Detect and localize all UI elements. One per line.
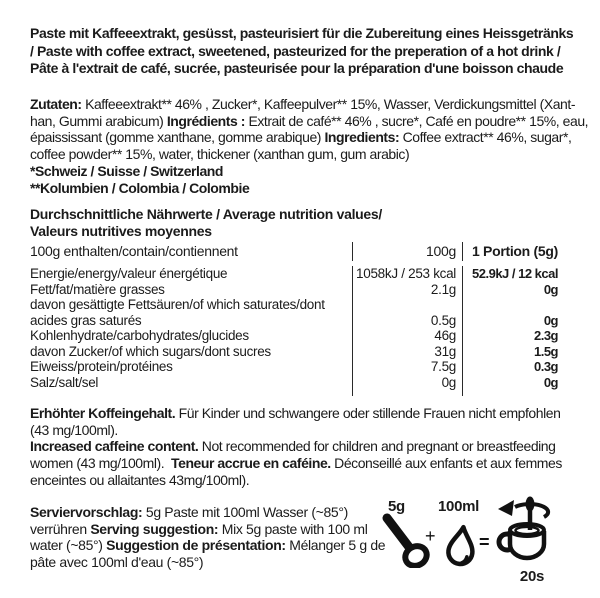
nutrition-row-label: Fett/fat/matière grasses [30, 281, 165, 297]
nutrition-row-label: davon Zucker/of which sugars/dont sucres [30, 343, 271, 359]
nutrition-row-per100g: 0g [352, 375, 462, 391]
spacer-cell [30, 390, 352, 396]
product-title [30, 25, 575, 78]
stir-time-label: 20s [519, 568, 545, 585]
text-line: Pâte à l'extrait de café, sucrée, pasteurisée pour la préparation d'une boisson chaude [30, 60, 564, 76]
text-line: Increased caffeine content. Not recommended for children and pregnant or breastfeeding [30, 438, 556, 455]
text-line: / Paste with coffee extract, sweetened, pasteurized for the preperation of a hot drink / [30, 42, 561, 59]
nutrition-row-per100g: 7.5g [352, 359, 462, 375]
equals-sign: = [479, 532, 490, 552]
water-amount-label: 100ml [438, 498, 480, 515]
nutrition-row [30, 359, 575, 375]
nutrition-table-body [30, 266, 575, 396]
nutrition-row-portion: 0.3g [462, 359, 570, 375]
nutrition-row-per100g: 31g [352, 344, 462, 360]
nutrition-row [30, 282, 575, 298]
nutrition-title-line1: Durchschnittliche Nährwerte / Average nutrition values/ [30, 206, 382, 222]
nutrition-row-portion: 0g [462, 297, 570, 328]
nutrition-row-per100g: 2.1g [352, 282, 462, 298]
plus-sign: + [425, 526, 436, 546]
text-line: pâte avec 100ml d'eau (~85°) [30, 554, 204, 571]
text-line: épaississant (gomme xanthane, gomme arabique) Ingredients: Coffee extract** 46%, sugar*, [30, 129, 572, 146]
ingredients-section [30, 96, 589, 196]
nutrition-row-label: davon gesättigte Fettsäuren/of which saturates/dont acides gras saturés [30, 297, 325, 328]
nutrition-row-portion: 52.9kJ / 12 kcal [462, 266, 570, 282]
text-line: Zutaten: Kaffeeextrakt** 46% , Zucker*, Kaffeepulver** 15%, Wasser, Verdickungsmittel (Xant- [30, 96, 576, 112]
nutrition-row-label: Eiweiss/protein/protéines [30, 359, 173, 374]
nutrition-row-per100g: 0.5g [352, 297, 462, 328]
text-line: *Schweiz / Suisse / Switzerland [30, 162, 224, 179]
nutrition-row [30, 328, 575, 344]
text-line: Serviervorschlag: 5g Paste mit 100ml Wasser (~85°) [30, 504, 348, 520]
text-line: Paste mit Kaffeeextrakt, gesüsst, pasteurisiert für die Zubereitung eines Heissgetränks [30, 25, 574, 41]
serving-suggestion [30, 504, 390, 571]
nutrition-row-label: Energie/energy/valeur énergétique [30, 266, 228, 281]
nutrition-row [30, 344, 575, 360]
nutrition-row-per100g: 1058kJ / 253 kcal [352, 266, 462, 282]
caffeine-warning [30, 405, 575, 489]
droplet-icon [444, 524, 478, 570]
nutrition-row-per100g: 46g [352, 328, 462, 344]
nutrition-header-100g: 100g [352, 242, 462, 261]
text-line: han, Gummi arabicum) Ingrédients : Extrait de café** 46% , sucre*, Café en poudre** 15%, eau, [30, 112, 589, 129]
text-line: Erhöhter Koffeingehalt. Für Kinder und schwangere oder stillende Frauen nicht empfohlen [30, 405, 561, 421]
stir-cup-icon [495, 496, 555, 568]
table-bottom-spacer [30, 390, 575, 396]
nutrition-row [30, 266, 575, 282]
spacer-cell [462, 390, 570, 396]
text-line: (43 mg/100ml). [30, 421, 118, 438]
text-line: verrühren Serving suggestion: Mix 5g paste with 100 ml [30, 520, 368, 537]
text-line: coffee powder** 15%, water, thickener (xanthan gum, gum arabic) [30, 146, 410, 163]
paste-amount-label: 5g [388, 498, 405, 515]
preparation-pictograms [378, 494, 578, 594]
nutrition-row-portion: 0g [462, 282, 570, 298]
text-line: women (43 mg/100ml). Teneur accrue en caféine. Déconseillé aux enfants et aux femmes [30, 455, 562, 472]
text-line: water (~85°) Suggestion de présentation: Mélanger 5 g de [30, 537, 386, 554]
nutrition-table-header [30, 241, 575, 261]
nutrition-title-line2: Valeurs nutritives moyennes [30, 223, 212, 239]
nutrition-row-label: Salz/salt/sel [30, 374, 99, 390]
text-line: enceintes ou allaitantes 43mg/100ml). [30, 471, 250, 488]
nutrition-row [30, 375, 575, 391]
nutrition-row-portion: 2.3g [462, 328, 570, 344]
nutrition-header-label: 100g enthalten/contain/contiennent [30, 243, 238, 259]
nutrition-section [30, 206, 575, 396]
nutrition-row [30, 297, 575, 328]
text-line: **Kolumbien / Colombia / Colombie [30, 179, 250, 196]
spacer-cell [352, 390, 462, 396]
nutrition-row-portion: 0g [462, 375, 570, 391]
nutrition-header-portion: 1 Portion (5g) [462, 242, 570, 261]
nutrition-row-label: Kohlenhydrate/carbohydrates/glucides [30, 328, 249, 343]
nutrition-row-portion: 1.5g [462, 344, 570, 360]
